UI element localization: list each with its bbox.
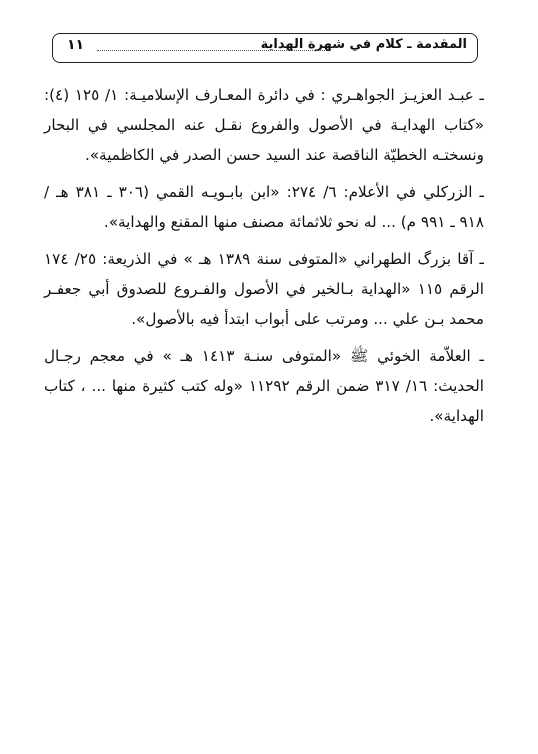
running-header bbox=[52, 33, 478, 63]
header-dotted-leader bbox=[97, 50, 325, 51]
citation-entry-tehrani: ـ آقا بزرگ الطهراني «المتوفى سنة ١٣٨٩ هـ » في الذريعة: ٢٥/ ١٧٤ الرقم ١١٥ «الهداية بـالخير في الأصول والفـروع للصدوق أبي جعفـر محمد بـن علي ... ومرتب على أبواب ابتدأ فيه بالأصول». bbox=[44, 250, 484, 328]
page-number: ١١ bbox=[67, 37, 85, 53]
page-body bbox=[44, 80, 484, 438]
citation-entry-khoei: ـ العلاّمة الخوئي ﷺ «المتوفى سنـة ١٤١٣ هـ » في معجم رجـال الحديث: ١٦/ ٣١٧ ضمن الرقم ١١٢٩٢ «وله كتب كثيرة منها ... ، كتاب الهداية». bbox=[44, 347, 484, 425]
running-header-title: المقدمة ـ كلام في شهرة الهداية bbox=[260, 37, 467, 52]
citation-entry-jawahiri: ـ عبـد العزيـز الجواهـري : في دائرة المعـارف الإسلاميـة: ١/ ١٢٥ (٤): «كتاب الهدايـة في الأصول والفروع نقـل عنه المجلسي في البحار ونسختـه الخطيّة الناقصة عند السيد حسن الصدر في الكاظمية». bbox=[44, 86, 484, 164]
citation-entry-zirikli: ـ الزركلي في الأعلام: ٦/ ٢٧٤: «ابن بابـويـه القمي (٣٠٦ ـ ٣٨١ هـ / ٩١٨ ـ ٩٩١ م) ... له نحو ثلاثمائة مصنف منها المقنع والهداية». bbox=[44, 183, 484, 231]
